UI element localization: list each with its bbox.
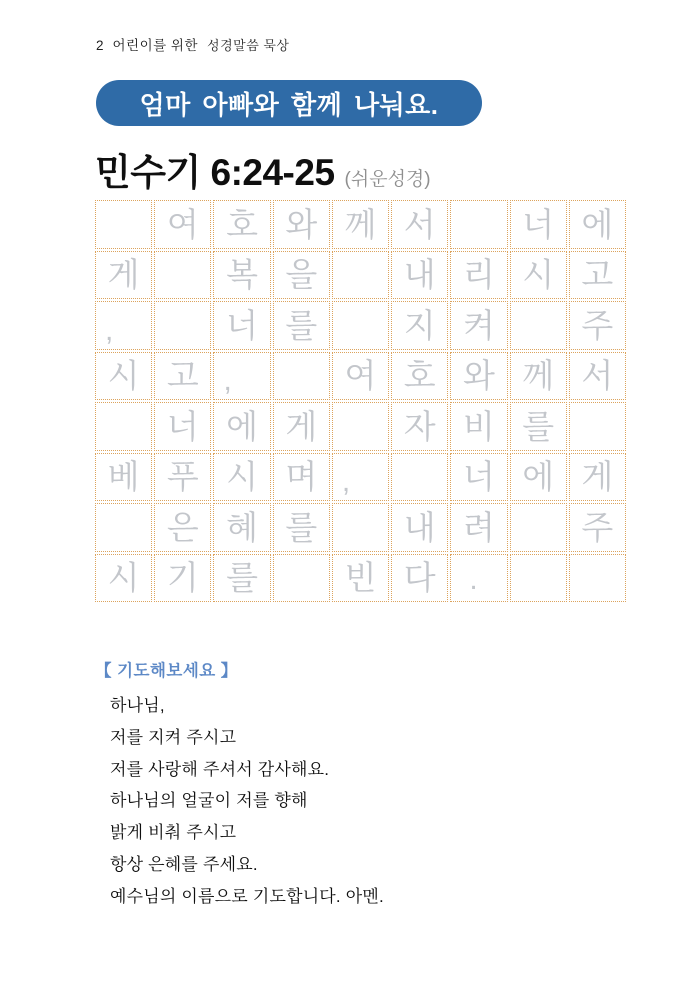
grid-cell: [510, 503, 567, 552]
grid-cell: 너: [154, 402, 211, 451]
grid-cell: ,: [95, 301, 152, 350]
grid-cell: [273, 554, 330, 603]
verse-reference: 민수기 6:24-25: [95, 152, 335, 193]
grid-cell: 내: [391, 251, 448, 300]
grid-cell: [95, 402, 152, 451]
grid-cell: 복: [213, 251, 270, 300]
grid-cell: 려: [450, 503, 507, 552]
grid-cell: 시: [95, 352, 152, 401]
grid-cell: 서: [391, 200, 448, 249]
prayer-line: 예수님의 이름으로 기도합니다. 아멘.: [110, 886, 384, 906]
grid-cell: 를: [273, 503, 330, 552]
prayer-line: 밝게 비춰 주시고: [110, 823, 237, 843]
grid-cell: 호: [391, 352, 448, 401]
grid-cell: 켜: [450, 301, 507, 350]
grid-cell: 시: [510, 251, 567, 300]
grid-cell: [332, 251, 389, 300]
grid-cell: [569, 554, 626, 603]
verse-title: [95, 142, 431, 196]
grid-cell: 고: [154, 352, 211, 401]
grid-cell: 게: [95, 251, 152, 300]
verse-tracing-grid: [95, 200, 626, 602]
grid-cell: 게: [273, 402, 330, 451]
grid-cell: 비: [450, 402, 507, 451]
grid-cell: 내: [391, 503, 448, 552]
grid-cell: 며: [273, 453, 330, 502]
grid-cell: 서: [569, 352, 626, 401]
grid-cell: 에: [213, 402, 270, 451]
grid-cell: [332, 301, 389, 350]
prayer-line: 저를 지켜 주시고: [110, 727, 237, 747]
grid-cell: 푸: [154, 453, 211, 502]
grid-cell: 고: [569, 251, 626, 300]
grid-cell: [154, 301, 211, 350]
grid-cell: [391, 453, 448, 502]
grid-cell: 베: [95, 453, 152, 502]
grid-cell: ,: [332, 453, 389, 502]
grid-cell: 지: [391, 301, 448, 350]
grid-cell: 혜: [213, 503, 270, 552]
grid-cell: [332, 402, 389, 451]
translation-label: (쉬운성경): [344, 169, 431, 190]
grid-cell: 너: [510, 200, 567, 249]
share-banner: [96, 80, 482, 126]
grid-cell: 에: [510, 453, 567, 502]
grid-cell: 시: [95, 554, 152, 603]
series-title: 어린이를 위한: [112, 38, 199, 53]
prayer-heading: 【 기도해보세요 】: [95, 662, 238, 680]
prayer-line: 하나님의 얼굴이 저를 향해: [110, 791, 308, 811]
grid-cell: [510, 301, 567, 350]
grid-cell: [510, 554, 567, 603]
grid-cell: 를: [510, 402, 567, 451]
grid-cell: 게: [569, 453, 626, 502]
grid-cell: 너: [450, 453, 507, 502]
grid-cell: 께: [510, 352, 567, 401]
grid-cell: 은: [154, 503, 211, 552]
grid-cell: 에: [569, 200, 626, 249]
grid-cell: 시: [213, 453, 270, 502]
grid-cell: 너: [213, 301, 270, 350]
grid-cell: 와: [450, 352, 507, 401]
grid-cell: [95, 200, 152, 249]
grid-cell: 주: [569, 503, 626, 552]
grid-cell: 다: [391, 554, 448, 603]
grid-cell: 와: [273, 200, 330, 249]
page-number: 2: [96, 38, 104, 53]
grid-cell: 기: [154, 554, 211, 603]
grid-cell: 호: [213, 200, 270, 249]
grid-cell: 주: [569, 301, 626, 350]
grid-cell: ,: [213, 352, 270, 401]
grid-cell: 을: [273, 251, 330, 300]
grid-cell: [154, 251, 211, 300]
prayer-text: [110, 690, 384, 913]
series-subtitle: 성경말씀 묵상: [207, 38, 290, 53]
prayer-line: 하나님,: [110, 696, 165, 715]
grid-cell: 여: [154, 200, 211, 249]
prayer-line: 저를 사랑해 주셔서 감사해요.: [110, 759, 330, 779]
grid-cell: [569, 402, 626, 451]
grid-cell: .: [450, 554, 507, 603]
grid-cell: 자: [391, 402, 448, 451]
grid-cell: 여: [332, 352, 389, 401]
grid-cell: [450, 200, 507, 249]
grid-cell: 를: [273, 301, 330, 350]
grid-cell: [332, 503, 389, 552]
grid-cell: 께: [332, 200, 389, 249]
prayer-line: 항상 은혜를 주세요.: [110, 854, 258, 874]
page-header: [96, 34, 289, 54]
share-banner-label: 엄마 아빠와 함께 나눠요.: [139, 89, 439, 120]
grid-cell: [273, 352, 330, 401]
grid-cell: [95, 503, 152, 552]
grid-cell: 리: [450, 251, 507, 300]
grid-cell: 빈: [332, 554, 389, 603]
grid-cell: 를: [213, 554, 270, 603]
